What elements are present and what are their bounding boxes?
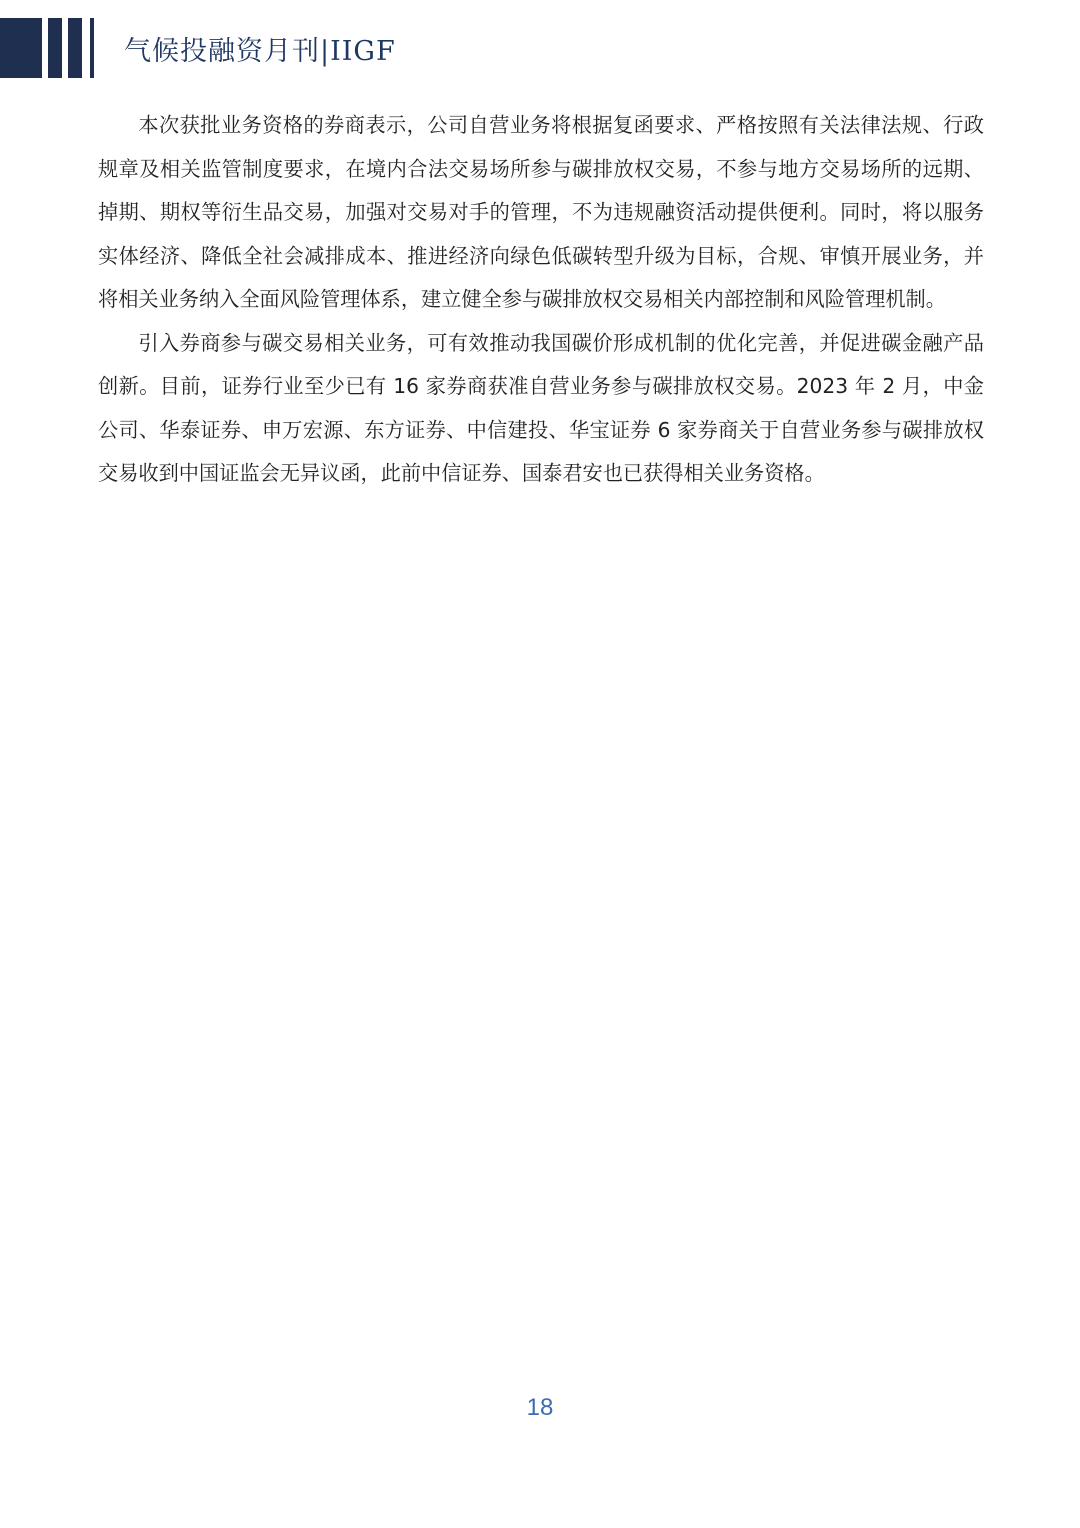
publication-title: 气候投融资月刊|IIGF bbox=[124, 36, 396, 67]
article-body bbox=[98, 104, 984, 496]
page-header bbox=[0, 0, 1080, 90]
page-number: 18 bbox=[526, 1394, 554, 1421]
header-decor-bar bbox=[68, 18, 82, 78]
header-decor-bar bbox=[90, 18, 94, 78]
body-paragraph: 本次获批业务资格的券商表示，公司自营业务将根据复函要求、严格按照有关法律法规、行政规章及相关监管制度要求，在境内合法交易场所参与碳排放权交易，不参与地方交易场所的远期、掉期、期权等衍生品交易，加强对交易对手的管理，不为违规融资活动提供便利。同时，将以服务实体经济、降低全社会减排成本、推进经济向绿色低碳转型升级为目标，合规、审慎开展业务，并将相关业务纳入全面风险管理体系，建立健全参与碳排放权交易相关内部控制和风险管理机制。 bbox=[98, 113, 984, 311]
body-paragraph: 引入券商参与碳交易相关业务，可有效推动我国碳价形成机制的优化完善，并促进碳金融产品创新。目前，证券行业至少已有 16 家券商获准自营业务参与碳排放权交易。2023 年 2 月，中金公司、华泰证券、申万宏源、东方证券、中信建投、华宝证券 6 家券商关于自营业务参与碳排放权交易收到中国证监会无异议函，此前中信证券、国泰君安也已获得相关业务资格。 bbox=[98, 330, 984, 485]
header-decor-bar bbox=[0, 18, 42, 78]
header-decor-bar bbox=[48, 18, 62, 78]
